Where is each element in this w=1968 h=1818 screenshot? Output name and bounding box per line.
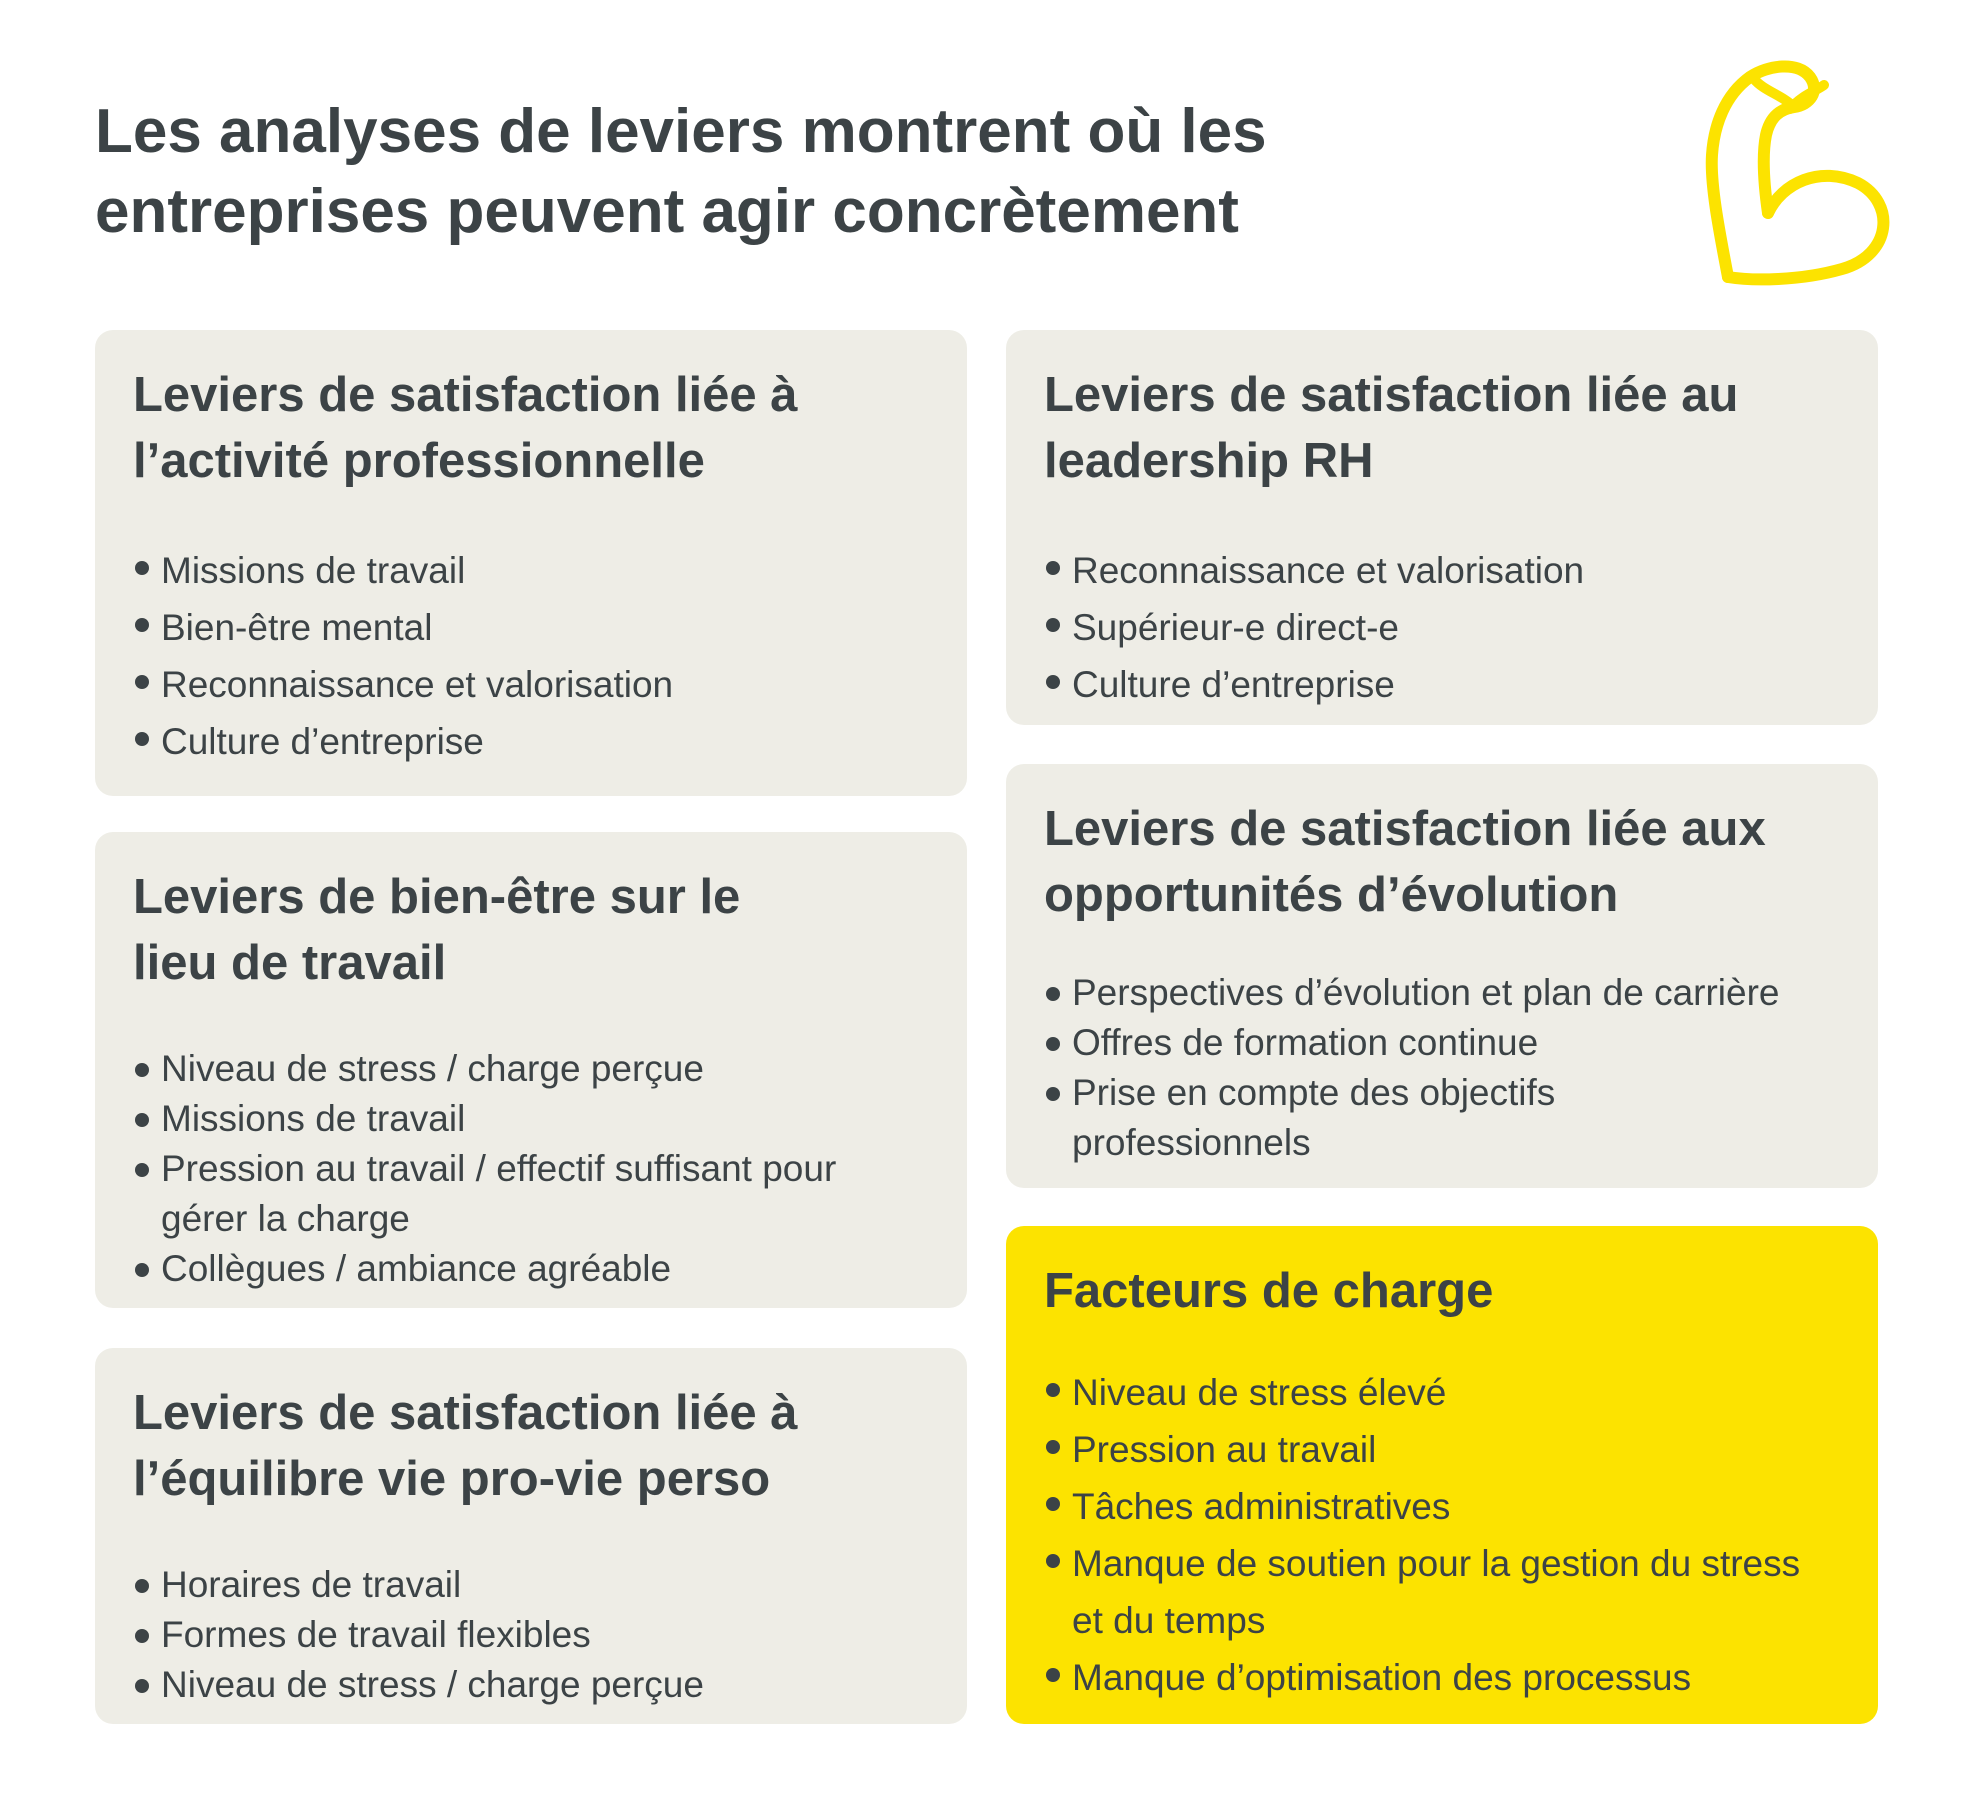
card-list <box>1044 968 1840 1168</box>
list-item: Bien-être mental <box>133 599 929 656</box>
list-item: Offres de formation continue <box>1044 1018 1840 1068</box>
list-item: Supérieur-e direct-e <box>1044 599 1840 656</box>
card-opportunites-evolution <box>1006 764 1878 1188</box>
flexed-arm-icon <box>1670 55 1900 295</box>
list-item: Missions de travail <box>133 542 929 599</box>
card-list <box>133 542 929 770</box>
card-facteurs-de-charge <box>1006 1226 1878 1724</box>
card-list <box>1044 1364 1840 1706</box>
card-title: Facteurs de charge <box>1044 1264 1494 1318</box>
list-item: Formes de travail flexibles <box>133 1610 929 1660</box>
card-bien-etre-lieu-travail <box>95 832 967 1308</box>
card-title: Leviers de bien-être sur le lieu de travail <box>133 870 741 990</box>
list-item: Missions de travail <box>133 1094 929 1144</box>
list-item: Collègues / ambiance agréable <box>133 1244 929 1294</box>
card-title: Leviers de satisfaction liée à l’activité professionnelle <box>133 368 798 488</box>
list-item: Culture d’entreprise <box>133 713 929 770</box>
card-list <box>133 1560 929 1710</box>
list-item: Niveau de stress / charge perçue <box>133 1660 929 1710</box>
list-item: Niveau de stress élevé <box>1044 1364 1840 1421</box>
card-title: Leviers de satisfaction liée à l’équilibre vie pro-vie perso <box>133 1386 798 1506</box>
list-item: Horaires de travail <box>133 1560 929 1610</box>
list-item: Pression au travail / effectif suffisant pour gérer la charge <box>133 1144 929 1244</box>
list-item: Tâches administratives <box>1044 1478 1840 1535</box>
list-item: Pression au travail <box>1044 1421 1840 1478</box>
card-title: Leviers de satisfaction liée aux opportunités d’évolution <box>1044 802 1766 922</box>
card-title: Leviers de satisfaction liée au leadership RH <box>1044 368 1739 488</box>
list-item: Manque d’optimisation des processus <box>1044 1649 1840 1706</box>
card-list <box>1044 542 1840 713</box>
list-item: Niveau de stress / charge perçue <box>133 1044 929 1094</box>
card-activite-professionnelle <box>95 330 967 796</box>
card-leadership-rh <box>1006 330 1878 725</box>
list-item: Culture d’entreprise <box>1044 656 1840 713</box>
card-list <box>133 1044 929 1294</box>
list-item: Reconnaissance et valorisation <box>1044 542 1840 599</box>
list-item: Prise en compte des objectifs professionnels <box>1044 1068 1632 1168</box>
page-title: Les analyses de leviers montrent où les entreprises peuvent agir concrètement <box>95 97 1267 246</box>
list-item: Perspectives d’évolution et plan de carrière <box>1044 968 1840 1018</box>
card-equilibre-vie-pro-perso <box>95 1348 967 1724</box>
list-item: Reconnaissance et valorisation <box>133 656 929 713</box>
list-item: Manque de soutien pour la gestion du stress et du temps <box>1044 1535 1840 1649</box>
